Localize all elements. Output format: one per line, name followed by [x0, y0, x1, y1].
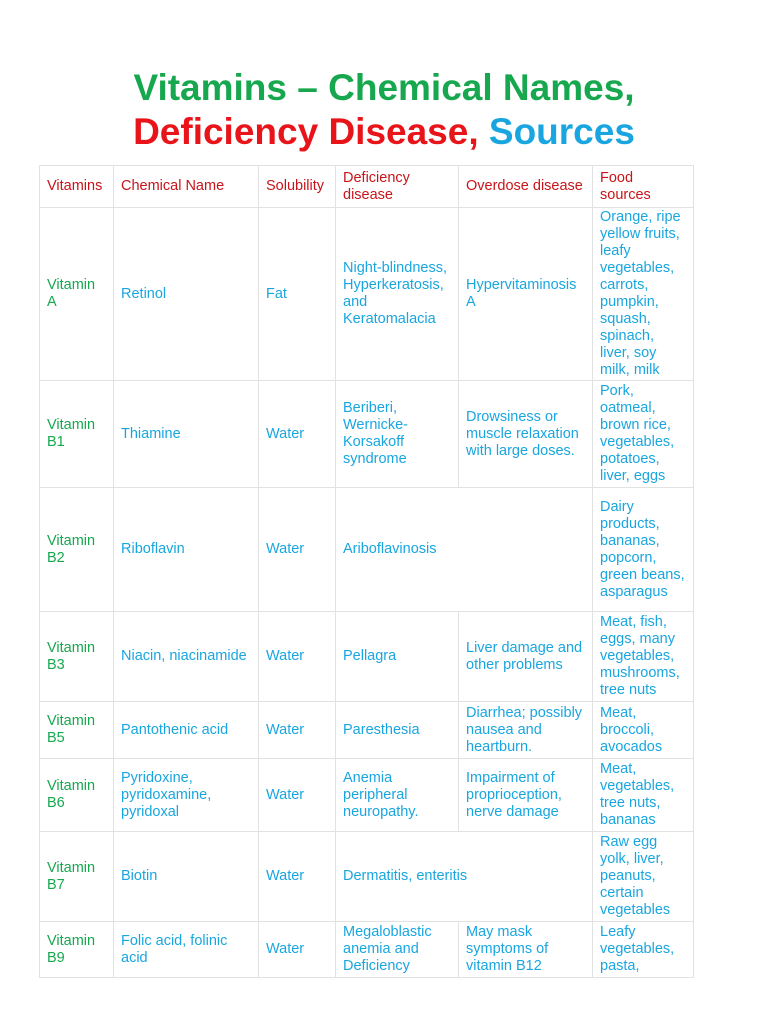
vitamin-cell: Vitamin A [40, 208, 114, 381]
deficiency-cell: Dermatitis, enteritis [336, 832, 593, 922]
title-sources: Sources [488, 111, 635, 152]
food-sources-cell: Raw egg yolk, liver, peanuts, certain vegetables [593, 832, 694, 922]
vitamin-cell: Vitamin B5 [40, 702, 114, 759]
deficiency-cell: Beriberi, Wernicke-Korsakoff syndrome [336, 381, 459, 488]
deficiency-cell: Megaloblastic anemia and Deficiency [336, 922, 459, 978]
food-sources-cell: Leafy vegetables, pasta, [593, 922, 694, 978]
overdose-cell: Impairment of proprioception, nerve damage [459, 759, 593, 832]
overdose-cell: Drowsiness or muscle relaxation with large doses. [459, 381, 593, 488]
deficiency-cell: Night-blindness, Hyperkeratosis, and Keratomalacia [336, 208, 459, 381]
vitamin-cell: Vitamin B7 [40, 832, 114, 922]
solubility-cell: Fat [259, 208, 336, 381]
table-row [40, 759, 694, 832]
table-row [40, 488, 694, 612]
food-sources-cell: Meat, broccoli, avocados [593, 702, 694, 759]
overdose-cell: Hypervitaminosis A [459, 208, 593, 381]
deficiency-cell: Ariboflavinosis [336, 488, 593, 612]
table-row [40, 702, 694, 759]
table-row [40, 922, 694, 978]
vitamin-cell: Vitamin B1 [40, 381, 114, 488]
solubility-cell: Water [259, 922, 336, 978]
chemical-name-cell: Pyridoxine, pyridoxamine, pyridoxal [114, 759, 259, 832]
food-sources-cell: Meat, vegetables, tree nuts, bananas [593, 759, 694, 832]
table-row [40, 612, 694, 702]
header-overdose-disease: Overdose disease [459, 166, 593, 208]
header-vitamins: Vitamins [40, 166, 114, 208]
table-row [40, 832, 694, 922]
solubility-cell: Water [259, 612, 336, 702]
deficiency-cell: Paresthesia [336, 702, 459, 759]
solubility-cell: Water [259, 832, 336, 922]
food-sources-cell: Pork, oatmeal, brown rice, vegetables, potatoes, liver, eggs [593, 381, 694, 488]
chemical-name-cell: Pantothenic acid [114, 702, 259, 759]
table-row [40, 381, 694, 488]
chemical-name-cell: Riboflavin [114, 488, 259, 612]
deficiency-cell: Anemia peripheral neuropathy. [336, 759, 459, 832]
table-row [40, 208, 694, 381]
header-food-sources: Food sources [593, 166, 694, 208]
food-sources-cell: Orange, ripe yellow fruits, leafy vegetables, carrots, pumpkin, squash, spinach, liver, soy milk, milk [593, 208, 694, 381]
table-header-row [40, 166, 694, 208]
solubility-cell: Water [259, 702, 336, 759]
deficiency-cell: Pellagra [336, 612, 459, 702]
vitamins-table [39, 165, 694, 978]
overdose-cell: Liver damage and other problems [459, 612, 593, 702]
header-solubility: Solubility [259, 166, 336, 208]
title-vitamins-chemical-names: Vitamins – Chemical Names, [133, 67, 635, 108]
solubility-cell: Water [259, 488, 336, 612]
food-sources-cell: Dairy products, bananas, popcorn, green beans, asparagus [593, 488, 694, 612]
overdose-cell: May mask symptoms of vitamin B12 [459, 922, 593, 978]
solubility-cell: Water [259, 759, 336, 832]
vitamin-cell: Vitamin B6 [40, 759, 114, 832]
chemical-name-cell: Retinol [114, 208, 259, 381]
vitamin-cell: Vitamin B3 [40, 612, 114, 702]
vitamin-cell: Vitamin B2 [40, 488, 114, 612]
chemical-name-cell: Biotin [114, 832, 259, 922]
food-sources-cell: Meat, fish, eggs, many vegetables, mushrooms, tree nuts [593, 612, 694, 702]
vitamin-cell: Vitamin B9 [40, 922, 114, 978]
header-deficiency-disease: Deficiency disease [336, 166, 459, 208]
header-chemical-name: Chemical Name [114, 166, 259, 208]
chemical-name-cell: Thiamine [114, 381, 259, 488]
chemical-name-cell: Niacin, niacinamide [114, 612, 259, 702]
solubility-cell: Water [259, 381, 336, 488]
title-line-2 [0, 110, 768, 154]
page-title [0, 66, 768, 154]
overdose-cell: Diarrhea; possibly nausea and heartburn. [459, 702, 593, 759]
title-deficiency-disease: Deficiency Disease, [133, 111, 479, 152]
title-line-1 [0, 66, 768, 110]
chemical-name-cell: Folic acid, folinic acid [114, 922, 259, 978]
